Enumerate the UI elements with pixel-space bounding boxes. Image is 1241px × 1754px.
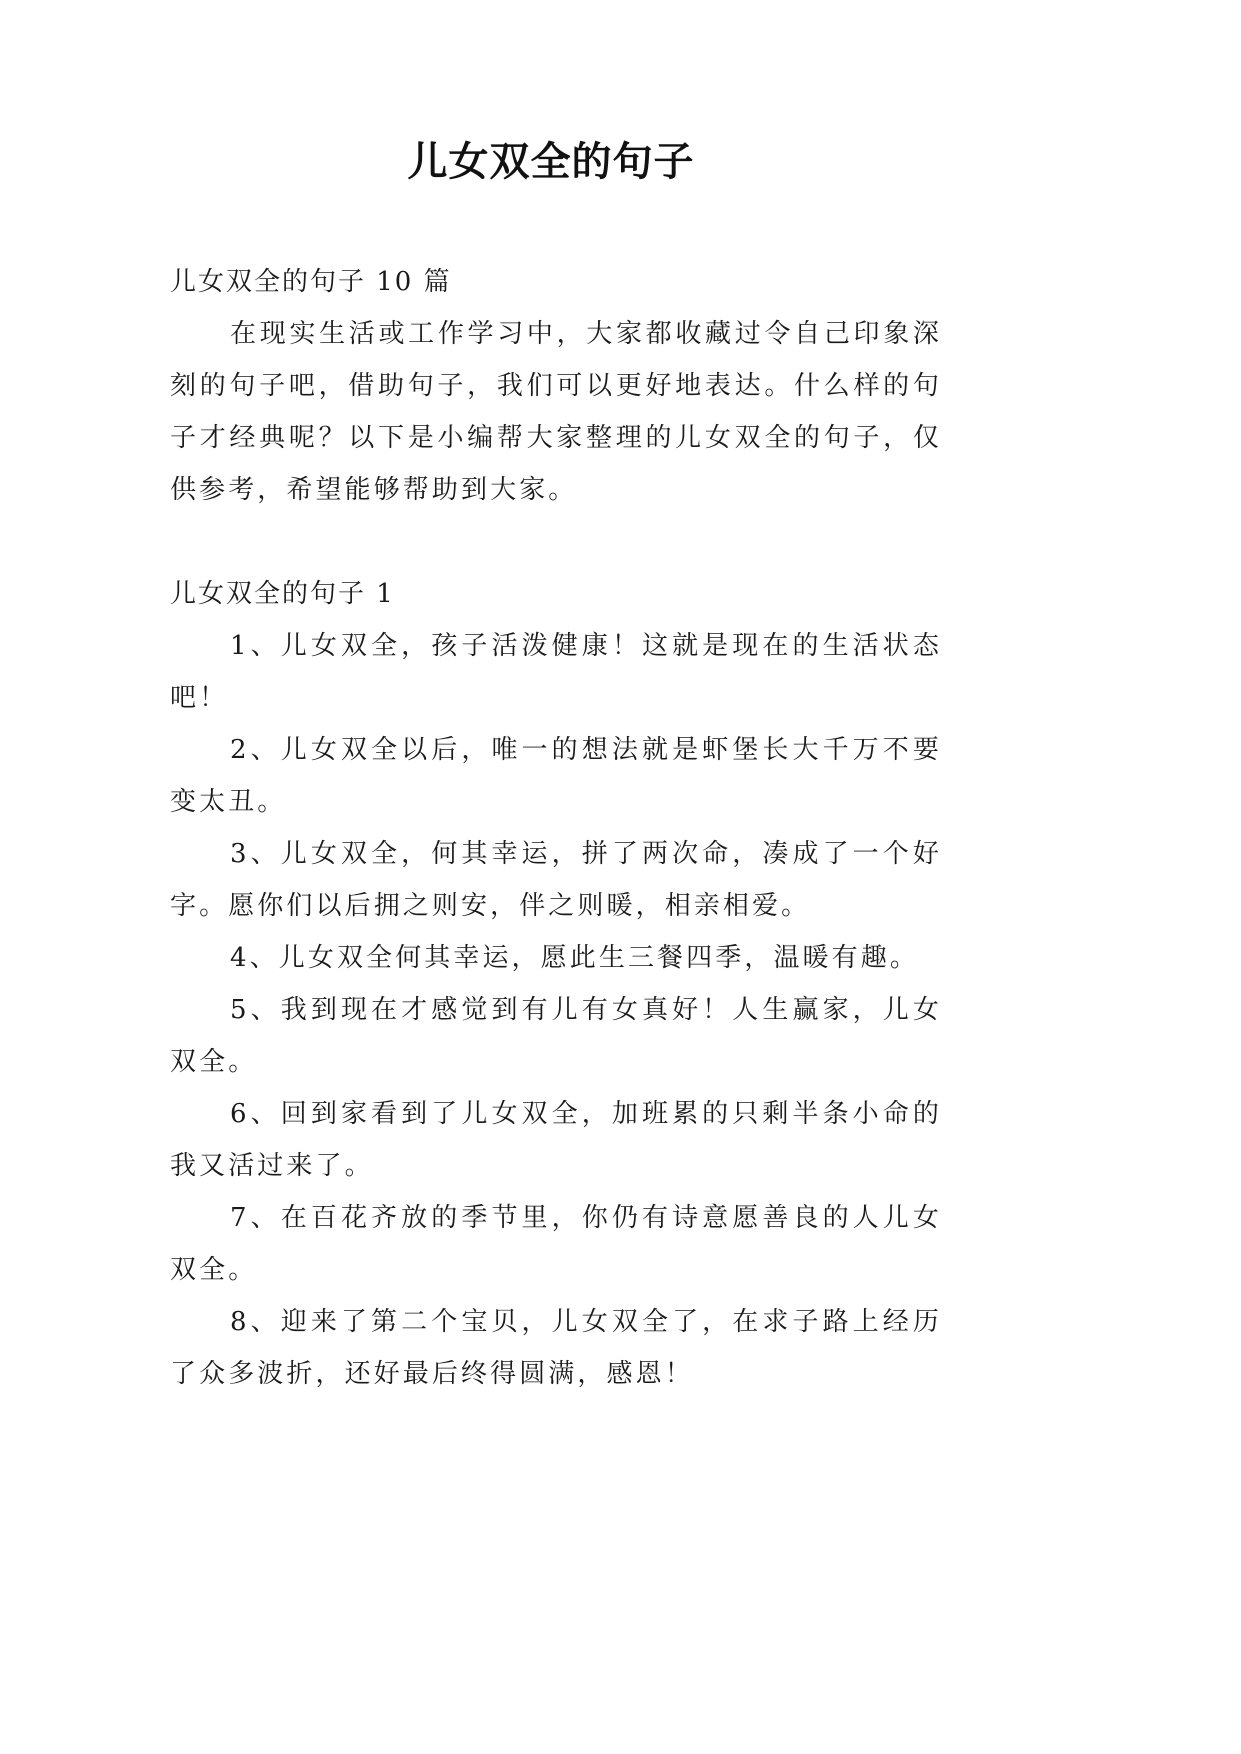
list-item: 2、儿女双全以后，唯一的想法就是虾堡长大千万不要变太丑。	[170, 735, 942, 817]
section-heading: 儿女双全的句子 1	[170, 579, 395, 609]
list-item: 5、我到现在才感觉到有儿有女真好！人生赢家，儿女双全。	[170, 995, 942, 1077]
intro-heading: 儿女双全的句子 10 篇	[170, 267, 452, 297]
intro-paragraph: 在现实生活或工作学习中，大家都收藏过令自己印象深刻的句子吧，借助句子，我们可以更好地表达。什么样的句子才经典呢？以下是小编帮大家整理的儿女双全的句子，仅供参考，希望能够帮助到大家。	[170, 319, 942, 505]
list-item: 6、回到家看到了儿女双全，加班累的只剩半条小命的我又活过来了。	[170, 1099, 942, 1181]
document-body	[170, 256, 942, 1400]
section-spacer	[170, 516, 942, 568]
list-item: 4、儿女双全何其幸运，愿此生三餐四季，温暖有趣。	[230, 943, 919, 973]
list-item: 8、迎来了第二个宝贝，儿女双全了，在求子路上经历了众多波折，还好最后终得圆满，感恩！	[170, 1307, 942, 1389]
list-item: 7、在百花齐放的季节里，你仍有诗意愿善良的人儿女双全。	[170, 1203, 942, 1285]
document-title: 儿女双全的句子	[407, 139, 695, 185]
list-item: 3、儿女双全，何其幸运，拼了两次命，凑成了一个好字。愿你们以后拥之则安，伴之则暖，相亲相爱。	[170, 839, 942, 921]
list-item: 1、儿女双全，孩子活泼健康！这就是现在的生活状态吧！	[170, 631, 942, 713]
